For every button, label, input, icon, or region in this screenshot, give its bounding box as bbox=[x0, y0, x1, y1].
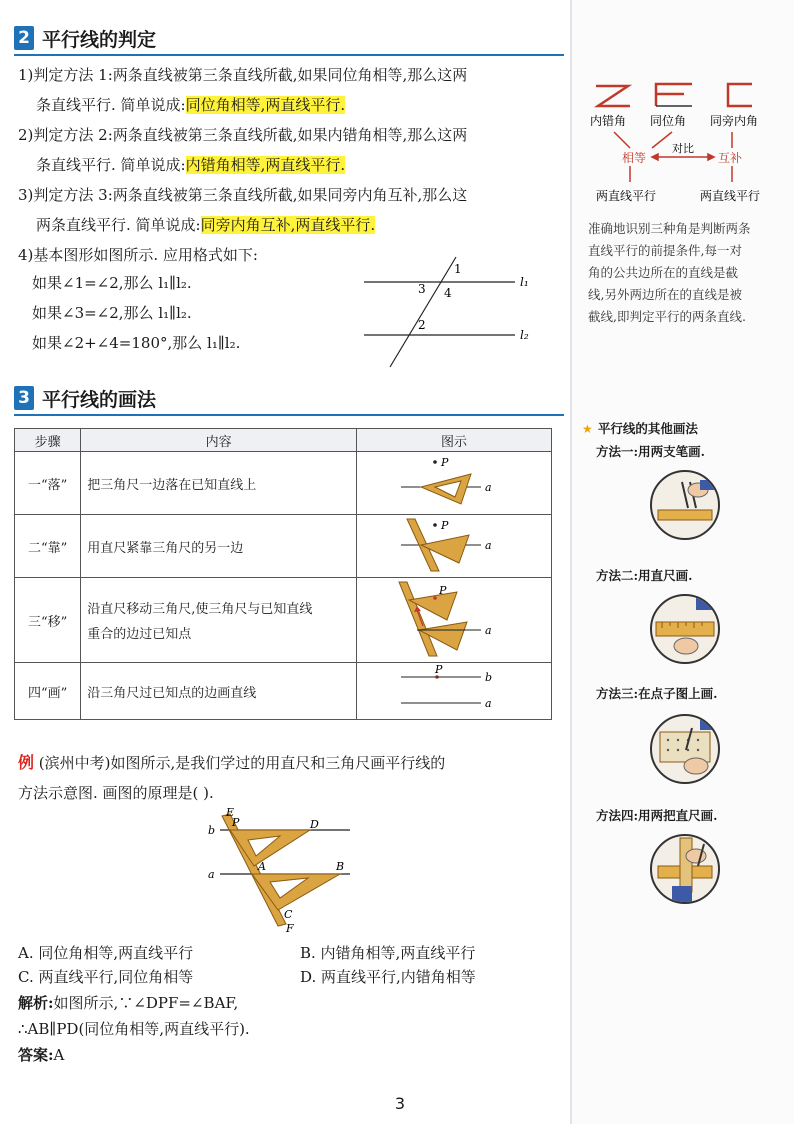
two-rulers-icon bbox=[652, 836, 718, 902]
label-E: E bbox=[226, 808, 235, 819]
label-P: P bbox=[232, 816, 240, 829]
answer bbox=[18, 1040, 64, 1070]
table-row bbox=[15, 515, 552, 578]
method-4-illustration bbox=[650, 834, 720, 904]
option-c: C. 两直线平行,同位角相等 bbox=[18, 968, 194, 986]
analysis-line2: ∴AB∥PD(同位角相等,两直线平行). bbox=[18, 1020, 250, 1038]
note-line: 准确地识别三种角是判断两条 bbox=[588, 221, 751, 236]
section-number: 2 bbox=[14, 26, 34, 50]
point-p bbox=[433, 523, 437, 527]
label-l1: l₁ bbox=[520, 275, 529, 289]
step-figure-cell bbox=[357, 515, 552, 578]
label-b: b bbox=[208, 824, 216, 837]
two-pens-icon bbox=[652, 472, 718, 538]
dot-grid-icon bbox=[652, 716, 718, 782]
label-co-interior: 同旁内角 bbox=[710, 114, 759, 128]
judgement-methods bbox=[18, 60, 566, 270]
method-4: 方法四:用两把直尺画. bbox=[596, 808, 718, 823]
section-title: 平行线的画法 bbox=[42, 388, 157, 411]
label-a: a bbox=[485, 539, 492, 552]
angle-2: 2 bbox=[418, 318, 426, 332]
step-label: 三“移” bbox=[15, 578, 81, 663]
basic-figure bbox=[360, 255, 540, 375]
table-row bbox=[15, 452, 552, 515]
straightedge bbox=[399, 582, 437, 656]
method-2-line2: 条直线平行. 简单说成:内错角相等,两直线平行. bbox=[36, 156, 346, 174]
step-label: 二“靠” bbox=[15, 515, 81, 578]
format-3: 如果∠2+∠4=180°,那么 l₁∥l₂. bbox=[32, 334, 241, 352]
transversal bbox=[390, 257, 456, 367]
section-divider bbox=[14, 414, 564, 416]
option-d: D. 两直线平行,内错角相等 bbox=[300, 968, 476, 986]
result-right: 两直线平行 bbox=[700, 189, 761, 203]
method-3-highlight: 同旁内角互补,两直线平行. bbox=[200, 216, 376, 234]
note-line: 线,另外两边所在的直线是被 bbox=[588, 287, 742, 302]
section-title: 平行线的判定 bbox=[42, 28, 157, 51]
method-1-line1: 1)判定方法 1:两条直线被第三条直线所截,如果同位角相等,那么这两 bbox=[18, 66, 468, 84]
label-D: D bbox=[310, 818, 319, 831]
section-divider bbox=[14, 54, 564, 56]
step-content bbox=[81, 578, 357, 663]
section-2-header bbox=[14, 22, 564, 54]
format-1: 如果∠1=∠2,那么 l₁∥l₂. bbox=[32, 274, 192, 292]
other-methods-title bbox=[582, 418, 787, 437]
step3-figure bbox=[357, 578, 547, 658]
c-shape-icon bbox=[728, 84, 752, 106]
star-icon: ★ bbox=[582, 422, 593, 436]
label-equal: 相等 bbox=[622, 151, 647, 165]
method-3-line1: 3)判定方法 3:两条直线被第三条直线所截,如果同旁内角互补,那么这 bbox=[18, 186, 468, 204]
table-row bbox=[15, 663, 552, 720]
method-1: 方法一:用两支笔画. bbox=[596, 444, 705, 459]
step4-figure bbox=[357, 663, 547, 715]
angle-types-diagram bbox=[580, 70, 790, 215]
step-content: 把三角尺一边落在已知直线上 bbox=[81, 452, 357, 515]
step-label: 一“落” bbox=[15, 452, 81, 515]
label-F: F bbox=[286, 922, 294, 935]
note-line: 角的公共边所在的直线是截 bbox=[588, 265, 739, 280]
step-figure-cell bbox=[357, 578, 552, 663]
method-2-illustration bbox=[650, 594, 720, 664]
method-3-line2: 两条直线平行. 简单说成:同旁内角互补,两直线平行. bbox=[36, 216, 376, 234]
method-1-illustration bbox=[650, 470, 720, 540]
label-p: P bbox=[435, 663, 443, 676]
step-label: 四“画” bbox=[15, 663, 81, 720]
z-shape-icon bbox=[596, 86, 630, 106]
table-row bbox=[15, 578, 552, 663]
label-a: a bbox=[208, 868, 215, 881]
analysis-label: 解析: bbox=[18, 994, 54, 1012]
arrow-left-2 bbox=[652, 132, 672, 148]
method-1-line2: 条直线平行. 简单说成:同位角相等,两直线平行. bbox=[36, 96, 346, 114]
example-question bbox=[18, 748, 566, 778]
angle-3: 3 bbox=[418, 282, 426, 296]
note-line: 截线,即判定平行的两条直线. bbox=[588, 309, 746, 324]
other-methods-heading: 平行线的其他画法 bbox=[597, 421, 698, 436]
label-corresponding: 同位角 bbox=[650, 114, 687, 128]
format-2: 如果∠3=∠2,那么 l₁∥l₂. bbox=[32, 304, 192, 322]
angle-4: 4 bbox=[444, 286, 452, 300]
ruler-icon bbox=[652, 596, 718, 662]
label-p: P bbox=[441, 519, 449, 532]
section-3-header bbox=[14, 382, 564, 414]
label-B: B bbox=[336, 860, 345, 873]
step-figure-cell bbox=[357, 663, 552, 720]
step-content: 沿三角尺过已知点的边画直线 bbox=[81, 663, 357, 720]
content-line: 重合的边过已知点 bbox=[87, 627, 192, 642]
example-tag: 例 bbox=[18, 753, 35, 772]
example-line2: 方法示意图. 画图的原理是( ). bbox=[18, 784, 214, 802]
content-line: 沿直尺移动三角尺,使三角尺与已知直线 bbox=[87, 602, 313, 617]
label-compare: 对比 bbox=[672, 142, 694, 155]
label-a: a bbox=[485, 481, 492, 494]
step-figure-cell bbox=[357, 452, 552, 515]
label-alternate: 内错角 bbox=[590, 114, 627, 128]
point-p bbox=[433, 596, 437, 600]
example-figure bbox=[200, 808, 360, 936]
label-C: C bbox=[284, 908, 293, 921]
answer-value: A bbox=[53, 1046, 65, 1064]
example-line1: (滨州中考)如图所示,是我们学过的用直尺和三角尺画平行线的 bbox=[38, 754, 446, 772]
header-step: 步骤 bbox=[15, 429, 81, 452]
triangle-upper bbox=[230, 830, 310, 866]
method-2-line1: 2)判定方法 2:两条直线被第三条直线所截,如果内错角相等,那么这两 bbox=[18, 126, 468, 144]
sidebar-note bbox=[588, 218, 788, 328]
label-p: P bbox=[441, 456, 449, 469]
point-p bbox=[433, 460, 437, 464]
method-2: 方法二:用直尺画. bbox=[596, 568, 693, 583]
analysis-line1: 如图所示,∵∠DPF=∠BAF, bbox=[53, 994, 239, 1012]
method-4-line: 4)基本图形如图所示. 应用格式如下: bbox=[18, 246, 258, 264]
label-a: a bbox=[485, 697, 492, 710]
option-b: B. 内错角相等,两直线平行 bbox=[300, 944, 476, 962]
label-p: P bbox=[439, 584, 447, 597]
page-number: 3 bbox=[394, 1094, 406, 1113]
drawing-steps-table bbox=[14, 428, 552, 720]
method-3-illustration bbox=[650, 714, 720, 784]
step1-figure bbox=[357, 452, 547, 510]
arrow-left-1 bbox=[614, 132, 630, 148]
angle-1: 1 bbox=[454, 262, 462, 276]
method-1-highlight: 同位角相等,两直线平行. bbox=[185, 96, 346, 114]
answer-label: 答案: bbox=[18, 1046, 54, 1064]
header-content: 内容 bbox=[81, 429, 357, 452]
application-formats bbox=[32, 268, 332, 358]
result-left: 两直线平行 bbox=[596, 189, 657, 203]
label-supplement: 互补 bbox=[718, 151, 743, 165]
note-line: 直线平行的前提条件,每一对 bbox=[588, 243, 742, 258]
header-figure: 图示 bbox=[357, 429, 552, 452]
method-2-highlight: 内错角相等,两直线平行. bbox=[185, 156, 346, 174]
label-A: A bbox=[258, 860, 266, 873]
method-3: 方法三:在点子图上画. bbox=[596, 686, 718, 701]
section-number: 3 bbox=[14, 386, 34, 410]
label-l2: l₂ bbox=[520, 328, 529, 342]
step-content: 用直尺紧靠三角尺的另一边 bbox=[81, 515, 357, 578]
label-a: a bbox=[485, 624, 492, 637]
label-b: b bbox=[485, 671, 493, 684]
option-a: A. 同位角相等,两直线平行 bbox=[18, 944, 194, 962]
f-shape-icon bbox=[656, 84, 692, 106]
step2-figure bbox=[357, 515, 547, 573]
